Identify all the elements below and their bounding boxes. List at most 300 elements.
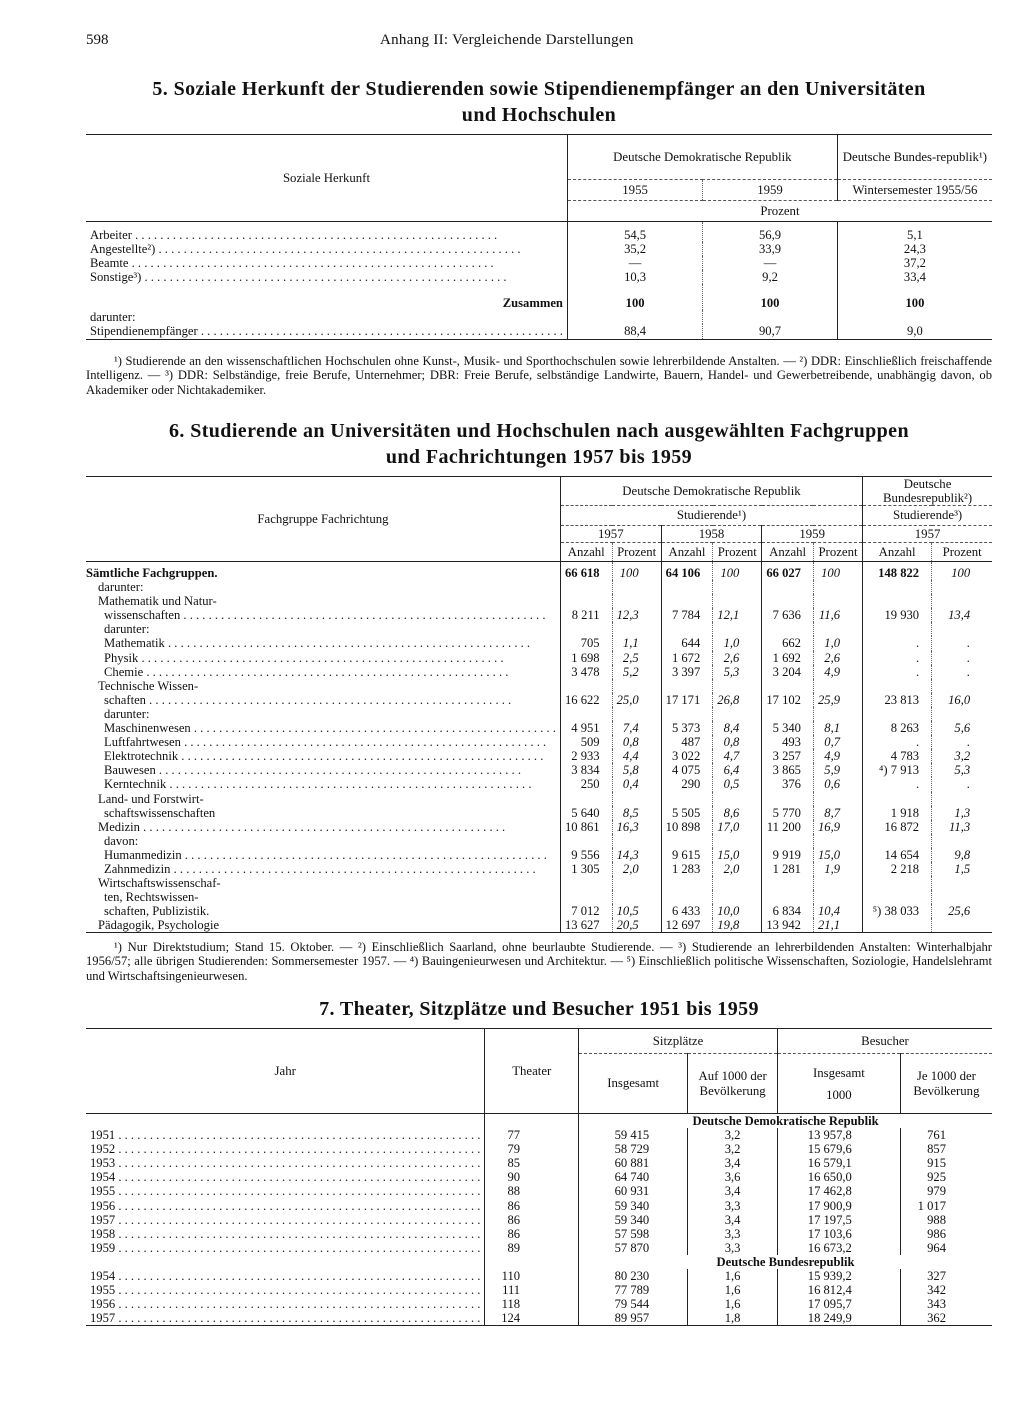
t6-row-label-text: Medizin . . . bbox=[98, 820, 505, 834]
t6-cell-anzahl: 10 898 bbox=[661, 820, 713, 834]
t6-row-label-text: Land- und Forstwirt- bbox=[98, 791, 204, 806]
t7-row-year-text: 1955 . . . bbox=[90, 1184, 480, 1198]
t6-cell-prozent: 1,9 bbox=[813, 862, 862, 876]
t6-cell-prozent: 25,0 bbox=[612, 693, 661, 707]
t5-total-label: Zusammen bbox=[502, 296, 563, 311]
t6-cell-anzahl: 13 942 bbox=[762, 918, 814, 933]
t6-cell-prozent: 0,8 bbox=[612, 735, 661, 749]
t6-cell-anzahl: 509 bbox=[560, 735, 612, 749]
t6-cell-prozent: 100 bbox=[713, 562, 762, 581]
t6-cell-prozent bbox=[813, 707, 862, 721]
t6-row-label-text: Zahnmedizin . . . bbox=[104, 862, 536, 876]
t6-cell-prozent: 0,6 bbox=[813, 777, 862, 791]
t6-cell-anzahl: ⁵) 38 033 bbox=[863, 904, 932, 918]
t6-row-label bbox=[86, 721, 560, 735]
t6-row-label bbox=[86, 707, 560, 721]
table7-title: 7. Theater, Sitzplätze und Besucher 1951 bis 1959 bbox=[319, 998, 759, 1020]
t7-cell-sitz-per1000: 3,4 bbox=[688, 1156, 778, 1170]
t7-cell-sitz: 80 230 bbox=[579, 1269, 688, 1283]
t6-row bbox=[86, 651, 992, 665]
t6-cell-prozent: 0,4 bbox=[612, 777, 661, 791]
table7 bbox=[86, 1028, 992, 1326]
t6-h-prozent: Prozent bbox=[713, 543, 762, 562]
t7-cell-theater: 85 bbox=[485, 1156, 579, 1170]
t5-cell-1955: 35,2 bbox=[567, 242, 702, 256]
t6-cell-anzahl bbox=[762, 792, 814, 806]
t6-row-label bbox=[86, 876, 560, 890]
t7-row bbox=[86, 1241, 992, 1255]
t6-cell-anzahl bbox=[560, 834, 612, 848]
t6-row-label bbox=[86, 862, 560, 876]
t6-cell-anzahl bbox=[661, 707, 713, 721]
t6-cell-anzahl: 5 640 bbox=[560, 806, 612, 820]
t5-empty bbox=[703, 310, 838, 324]
t6-cell-anzahl: 1 281 bbox=[762, 862, 814, 876]
t5-stip-1955: 88,4 bbox=[567, 324, 702, 339]
t6-cell-prozent: 10,0 bbox=[713, 904, 762, 918]
t7-row-year bbox=[86, 1128, 485, 1142]
t7-cell-sitz: 89 957 bbox=[579, 1311, 688, 1326]
t6-h-anzahl: Anzahl bbox=[661, 543, 713, 562]
t6-cell-anzahl: 1 283 bbox=[661, 862, 713, 876]
t7-cell-sitz-per1000: 1,6 bbox=[688, 1269, 778, 1283]
t7-row-year bbox=[86, 1213, 485, 1227]
table6-title bbox=[86, 418, 992, 470]
t7-cell-besucher-per1000: 343 bbox=[900, 1297, 992, 1311]
t5-cell-brd: 24,3 bbox=[837, 242, 992, 256]
t6-cell-anzahl: 17 171 bbox=[661, 693, 713, 707]
t6-cell-anzahl bbox=[661, 792, 713, 806]
t6-cell-prozent: 5,2 bbox=[612, 665, 661, 679]
t6-row-label-text: schaften, Publizistik. bbox=[104, 904, 210, 919]
t6-row bbox=[86, 777, 992, 791]
t7-cell-sitz: 59 340 bbox=[579, 1213, 688, 1227]
t7-cell-sitz-per1000: 1,8 bbox=[688, 1311, 778, 1326]
t6-row-label-text: Bauwesen . . . bbox=[104, 763, 521, 777]
t6-row-label bbox=[86, 848, 560, 862]
t6-cell-anzahl: 376 bbox=[762, 777, 814, 791]
t6-row-label bbox=[86, 679, 560, 693]
t6-cell-anzahl: 17 102 bbox=[762, 693, 814, 707]
t7-cell-besucher: 16 812,4 bbox=[777, 1283, 900, 1297]
t6-cell-prozent: 16,3 bbox=[612, 820, 661, 834]
t5-cell-1955: — bbox=[567, 256, 702, 270]
t6-cell-prozent: 100 bbox=[612, 562, 661, 581]
t6-row-label-text: Physik . . . bbox=[104, 651, 504, 665]
t6-row-label-text: darunter: bbox=[98, 580, 144, 595]
t6-row bbox=[86, 876, 992, 890]
t5-year-1955: 1955 bbox=[567, 180, 702, 201]
t7-row-year-text: 1957 . . . bbox=[90, 1311, 480, 1325]
t5-total-1959: 100 bbox=[703, 284, 838, 310]
table5-title bbox=[86, 76, 992, 128]
t6-row-label-text: Technische Wissen- bbox=[98, 678, 199, 693]
t6-cell-anzahl: 290 bbox=[661, 777, 713, 791]
t6-cell-anzahl: 9 556 bbox=[560, 848, 612, 862]
t7-cell-besucher-per1000: 857 bbox=[900, 1142, 992, 1156]
t5-cell-1955: 54,5 bbox=[567, 222, 702, 243]
t6-cell-anzahl: 148 822 bbox=[863, 562, 932, 581]
t5-row bbox=[86, 222, 992, 243]
t6-cell-prozent bbox=[612, 890, 661, 904]
t7-row-year bbox=[86, 1170, 485, 1184]
t7-row bbox=[86, 1269, 992, 1283]
t6-row-label-text: schaftswissenschaften bbox=[104, 805, 216, 820]
t6-cell-anzahl: 16 872 bbox=[863, 820, 932, 834]
t7-cell-theater: 118 bbox=[485, 1297, 579, 1311]
t6-cell-prozent bbox=[932, 918, 993, 933]
t6-cell-anzahl: 10 861 bbox=[560, 820, 612, 834]
t5-year-1959: 1959 bbox=[703, 180, 838, 201]
t5-stip-1959: 90,7 bbox=[703, 324, 838, 339]
t6-cell-prozent: 21,1 bbox=[813, 918, 862, 933]
t6-cell-prozent: 0,7 bbox=[813, 735, 862, 749]
t6-cell-anzahl: 705 bbox=[560, 636, 612, 650]
t7-h-insg-besucher bbox=[777, 1054, 900, 1114]
t6-year-brd-1957: 1957 bbox=[863, 526, 993, 543]
t6-cell-anzahl: 66 027 bbox=[762, 562, 814, 581]
t6-cell-anzahl: 16 622 bbox=[560, 693, 612, 707]
t6-row bbox=[86, 735, 992, 749]
t6-cell-prozent bbox=[932, 580, 993, 594]
t6-cell-prozent: 1,0 bbox=[813, 636, 862, 650]
t6-row bbox=[86, 904, 992, 918]
t5-col-ddr: Deutsche Demokratische Republik bbox=[567, 135, 837, 180]
t6-row bbox=[86, 834, 992, 848]
t6-row-label-text: Sämtliche Fachgruppen. bbox=[86, 566, 218, 580]
t6-row-label-text: Mathematik . . . bbox=[104, 636, 530, 650]
t6-cell-prozent: 4,9 bbox=[813, 665, 862, 679]
t6-cell-anzahl: 9 919 bbox=[762, 848, 814, 862]
t7-cell-sitz: 59 415 bbox=[579, 1128, 688, 1142]
t6-cell-prozent bbox=[612, 622, 661, 636]
t7-cell-besucher-per1000: 327 bbox=[900, 1269, 992, 1283]
t6-row-label bbox=[86, 777, 560, 791]
t7-cell-sitz-per1000: 1,6 bbox=[688, 1283, 778, 1297]
t6-cell-anzahl: 4 783 bbox=[863, 749, 932, 763]
t7-empty bbox=[485, 1255, 579, 1269]
t6-cell-prozent: 16,9 bbox=[813, 820, 862, 834]
t6-cell-prozent bbox=[612, 594, 661, 608]
t7-row bbox=[86, 1128, 992, 1142]
t7-row-year-text: 1959 . . . bbox=[90, 1241, 480, 1255]
t6-cell-anzahl bbox=[863, 679, 932, 693]
t6-cell-prozent: 9,8 bbox=[932, 848, 993, 862]
t6-cell-anzahl: 7 636 bbox=[762, 608, 814, 622]
t7-cell-sitz-per1000: 3,3 bbox=[688, 1227, 778, 1241]
t7-row-year bbox=[86, 1297, 485, 1311]
t7-row bbox=[86, 1156, 992, 1170]
t6-cell-prozent: 8,5 bbox=[612, 806, 661, 820]
t6-cell-anzahl: 7 784 bbox=[661, 608, 713, 622]
t6-cell-anzahl bbox=[863, 707, 932, 721]
t6-cell-anzahl bbox=[560, 792, 612, 806]
t6-cell-anzahl: 11 200 bbox=[762, 820, 814, 834]
t7-cell-besucher-per1000: 342 bbox=[900, 1283, 992, 1297]
t5-darunter-row bbox=[86, 310, 992, 324]
t6-cell-prozent: 11,6 bbox=[813, 608, 862, 622]
t6-cell-prozent: 2,6 bbox=[813, 651, 862, 665]
t7-cell-besucher-per1000: 925 bbox=[900, 1170, 992, 1184]
t6-cell-anzahl: 5 505 bbox=[661, 806, 713, 820]
t5-row-label bbox=[86, 270, 567, 284]
t6-row bbox=[86, 636, 992, 650]
t7-cell-besucher: 17 197,5 bbox=[777, 1213, 900, 1227]
t6-row-label bbox=[86, 608, 560, 622]
t5-cell-brd: 33,4 bbox=[837, 270, 992, 284]
t6-cell-anzahl: . bbox=[863, 651, 932, 665]
t6-cell-anzahl bbox=[661, 876, 713, 890]
t6-cell-prozent bbox=[612, 792, 661, 806]
t6-row bbox=[86, 580, 992, 594]
t6-cell-anzahl: 662 bbox=[762, 636, 814, 650]
t6-cell-anzahl bbox=[762, 876, 814, 890]
t7-cell-sitz-per1000: 3,4 bbox=[688, 1184, 778, 1198]
t6-cell-prozent bbox=[813, 594, 862, 608]
t6-row bbox=[86, 608, 992, 622]
t6-cell-prozent: 20,5 bbox=[612, 918, 661, 933]
t7-empty bbox=[86, 1114, 485, 1129]
t6-row-label bbox=[86, 806, 560, 820]
t6-cell-prozent bbox=[713, 707, 762, 721]
t6-cell-prozent: 5,9 bbox=[813, 763, 862, 777]
t6-cell-anzahl: 1 672 bbox=[661, 651, 713, 665]
t6-col-brd: Deutsche Bundesrepublik²) bbox=[863, 477, 993, 506]
t6-cell-anzahl: 3 022 bbox=[661, 749, 713, 763]
t7-row-year bbox=[86, 1199, 485, 1213]
t6-cell-prozent bbox=[813, 580, 862, 594]
t6-row-label bbox=[86, 651, 560, 665]
t6-cell-anzahl: 1 692 bbox=[762, 651, 814, 665]
t7-cell-sitz: 59 340 bbox=[579, 1199, 688, 1213]
t7-h-1000: 1000 bbox=[826, 1087, 852, 1102]
t6-cell-anzahl: 6 834 bbox=[762, 904, 814, 918]
t5-stip-row bbox=[86, 324, 992, 339]
t6-cell-prozent bbox=[932, 622, 993, 636]
t6-cell-prozent: 5,3 bbox=[932, 763, 993, 777]
t6-cell-anzahl bbox=[762, 580, 814, 594]
t6-cell-anzahl bbox=[661, 580, 713, 594]
t7-row-year-text: 1952 . . . bbox=[90, 1142, 480, 1156]
t6-cell-anzahl: . bbox=[863, 777, 932, 791]
t6-cell-anzahl: 487 bbox=[661, 735, 713, 749]
t6-cell-anzahl bbox=[560, 679, 612, 693]
t7-cell-sitz: 77 789 bbox=[579, 1283, 688, 1297]
t6-h-prozent: Prozent bbox=[932, 543, 993, 562]
t7-row-year bbox=[86, 1269, 485, 1283]
t6-cell-anzahl: 5 373 bbox=[661, 721, 713, 735]
t6-cell-prozent: 8,4 bbox=[713, 721, 762, 735]
t7-cell-theater: 111 bbox=[485, 1283, 579, 1297]
t7-h-je1000: Je 1000 der Bevölkerung bbox=[900, 1054, 992, 1114]
t6-row-label-text: Luftfahrtwesen . . . bbox=[104, 735, 546, 749]
t6-cell-anzahl: ⁴) 7 913 bbox=[863, 763, 932, 777]
t7-row-year-text: 1955 . . . bbox=[90, 1283, 480, 1297]
t6-row-label-text: Elektrotechnik . . . bbox=[104, 749, 543, 763]
t6-cell-anzahl: 8 263 bbox=[863, 721, 932, 735]
t7-cell-besucher-per1000: 915 bbox=[900, 1156, 992, 1170]
t6-cell-prozent bbox=[713, 580, 762, 594]
t6-cell-prozent bbox=[713, 876, 762, 890]
t6-cell-anzahl: . bbox=[863, 735, 932, 749]
t6-cell-prozent: 8,6 bbox=[713, 806, 762, 820]
t6-row-label bbox=[86, 735, 560, 749]
t6-cell-prozent: 1,0 bbox=[713, 636, 762, 650]
t6-row bbox=[86, 806, 992, 820]
t6-cell-prozent bbox=[713, 679, 762, 693]
t7-cell-sitz: 60 881 bbox=[579, 1156, 688, 1170]
t6-row-label-text: schaften . . . bbox=[104, 693, 511, 707]
t6-row bbox=[86, 763, 992, 777]
t7-cell-sitz-per1000: 3,4 bbox=[688, 1213, 778, 1227]
t6-cell-anzahl: 3 204 bbox=[762, 665, 814, 679]
t5-row bbox=[86, 242, 992, 256]
t5-row-label-text: Sonstige³) . . . bbox=[90, 270, 507, 284]
t5-stub-header: Soziale Herkunft bbox=[282, 170, 370, 185]
table5-title-line2: und Hochschulen bbox=[461, 104, 617, 126]
t7-cell-sitz-per1000: 3,3 bbox=[688, 1199, 778, 1213]
t6-row-label bbox=[86, 904, 560, 918]
t6-stud-ddr: Studierende¹) bbox=[560, 506, 862, 526]
t5-row bbox=[86, 270, 992, 284]
t6-cell-anzahl bbox=[863, 580, 932, 594]
t7-cell-sitz: 79 544 bbox=[579, 1297, 688, 1311]
t7-row-year-text: 1951 . . . bbox=[90, 1128, 480, 1142]
t7-row-year bbox=[86, 1142, 485, 1156]
t7-cell-besucher-per1000: 979 bbox=[900, 1184, 992, 1198]
t7-h-theater: Theater bbox=[485, 1029, 579, 1114]
t6-row-label bbox=[86, 580, 560, 594]
t6-row-label-text: davon: bbox=[104, 833, 139, 848]
t6-row bbox=[86, 693, 992, 707]
t6-h-anzahl: Anzahl bbox=[762, 543, 814, 562]
t7-h-sitz: Sitzplätze bbox=[579, 1029, 778, 1054]
t7-cell-besucher-per1000: 964 bbox=[900, 1241, 992, 1255]
t5-cell-brd: 5,1 bbox=[837, 222, 992, 243]
t6-row-label-text: Kerntechnik . . . bbox=[104, 777, 531, 791]
t5-col-brd: Deutsche Bundes-republik¹) bbox=[837, 135, 992, 180]
t7-cell-theater: 86 bbox=[485, 1213, 579, 1227]
t6-row-label-text: Maschinenwesen . . . bbox=[104, 721, 556, 735]
t6-cell-anzahl bbox=[560, 580, 612, 594]
t6-stud-brd: Studierende³) bbox=[863, 506, 993, 526]
t7-row bbox=[86, 1227, 992, 1241]
t6-cell-prozent: 14,3 bbox=[612, 848, 661, 862]
t6-cell-prozent: 2,0 bbox=[713, 862, 762, 876]
t6-stub-header: Fachgruppe Fachrichtung bbox=[257, 511, 389, 526]
t6-cell-anzahl bbox=[863, 792, 932, 806]
t7-row-year-text: 1956 . . . bbox=[90, 1199, 480, 1213]
t7-cell-sitz-per1000: 3,2 bbox=[688, 1142, 778, 1156]
t6-cell-anzahl bbox=[560, 876, 612, 890]
t6-cell-anzahl: 13 627 bbox=[560, 918, 612, 933]
t6-row-label-text: Humanmedizin . . . bbox=[104, 848, 547, 862]
t7-row bbox=[86, 1283, 992, 1297]
t7-row-year bbox=[86, 1184, 485, 1198]
t6-row-label-text: wissenschaften . . . bbox=[104, 608, 545, 622]
t7-row-year-text: 1956 . . . bbox=[90, 1297, 480, 1311]
t6-cell-prozent bbox=[612, 679, 661, 693]
t6-row-label-text: darunter: bbox=[104, 622, 150, 637]
t6-cell-anzahl: 8 211 bbox=[560, 608, 612, 622]
t6-row bbox=[86, 848, 992, 862]
t6-cell-anzahl bbox=[762, 890, 814, 904]
t6-cell-anzahl: 1 305 bbox=[560, 862, 612, 876]
t6-cell-anzahl bbox=[560, 890, 612, 904]
t6-row-label bbox=[86, 665, 560, 679]
t7-cell-sitz-per1000: 1,6 bbox=[688, 1297, 778, 1311]
table5 bbox=[86, 134, 992, 340]
t6-cell-prozent: 5,6 bbox=[932, 721, 993, 735]
t6-row-label bbox=[86, 763, 560, 777]
t6-cell-prozent: 8,1 bbox=[813, 721, 862, 735]
t7-cell-theater: 77 bbox=[485, 1128, 579, 1142]
t6-cell-prozent: 8,7 bbox=[813, 806, 862, 820]
t7-cell-theater: 86 bbox=[485, 1199, 579, 1213]
t6-cell-prozent bbox=[612, 707, 661, 721]
t7-row-year-text: 1958 . . . bbox=[90, 1227, 480, 1241]
t7-cell-besucher: 17 095,7 bbox=[777, 1297, 900, 1311]
t6-row-label bbox=[86, 834, 560, 848]
t5-cell-1955: 10,3 bbox=[567, 270, 702, 284]
t6-cell-anzahl: 1 698 bbox=[560, 651, 612, 665]
table6 bbox=[86, 476, 992, 933]
t6-h-anzahl: Anzahl bbox=[863, 543, 932, 562]
t7-cell-sitz: 57 870 bbox=[579, 1241, 688, 1255]
t6-cell-prozent bbox=[612, 834, 661, 848]
t6-cell-prozent: 25,6 bbox=[932, 904, 993, 918]
t6-cell-anzahl: 14 654 bbox=[863, 848, 932, 862]
t6-h-anzahl: Anzahl bbox=[560, 543, 612, 562]
t7-h-auf1000: Auf 1000 der Bevölkerung bbox=[688, 1054, 778, 1114]
t5-unit: Prozent bbox=[567, 201, 992, 222]
t6-row bbox=[86, 890, 992, 904]
t6-cell-prozent bbox=[713, 792, 762, 806]
t6-row-label bbox=[86, 622, 560, 636]
t6-cell-anzahl: 19 930 bbox=[863, 608, 932, 622]
t5-stip-label-text: Stipendienempfänger . . . bbox=[90, 324, 563, 338]
t6-row-label bbox=[86, 562, 560, 581]
t6-cell-anzahl: 4 951 bbox=[560, 721, 612, 735]
t7-cell-theater: 90 bbox=[485, 1170, 579, 1184]
t5-cell-1959: 56,9 bbox=[703, 222, 838, 243]
t7-section-ddr bbox=[86, 1114, 992, 1129]
t6-row-label bbox=[86, 918, 560, 933]
t7-cell-sitz-per1000: 3,6 bbox=[688, 1170, 778, 1184]
t6-cell-prozent bbox=[813, 622, 862, 636]
t5-total-row bbox=[86, 284, 992, 310]
t7-row bbox=[86, 1170, 992, 1184]
t6-cell-anzahl: 3 865 bbox=[762, 763, 814, 777]
t6-cell-anzahl bbox=[863, 876, 932, 890]
t6-cell-prozent bbox=[713, 594, 762, 608]
t7-row-year bbox=[86, 1241, 485, 1255]
t5-cell-brd: 37,2 bbox=[837, 256, 992, 270]
t7-h-insg: Insgesamt bbox=[579, 1054, 688, 1114]
t5-row-label bbox=[86, 222, 567, 243]
t6-cell-anzahl bbox=[560, 707, 612, 721]
t6-cell-prozent: . bbox=[932, 735, 993, 749]
t7-cell-sitz: 57 598 bbox=[579, 1227, 688, 1241]
t7-cell-besucher-per1000: 761 bbox=[900, 1128, 992, 1142]
t5-cell-1959: 9,2 bbox=[703, 270, 838, 284]
t7-cell-sitz: 60 931 bbox=[579, 1184, 688, 1198]
t6-cell-prozent bbox=[932, 707, 993, 721]
t6-cell-anzahl: 250 bbox=[560, 777, 612, 791]
t6-cell-prozent: 0,5 bbox=[713, 777, 762, 791]
t6-cell-prozent: 2,6 bbox=[713, 651, 762, 665]
t5-cell-1959: — bbox=[703, 256, 838, 270]
